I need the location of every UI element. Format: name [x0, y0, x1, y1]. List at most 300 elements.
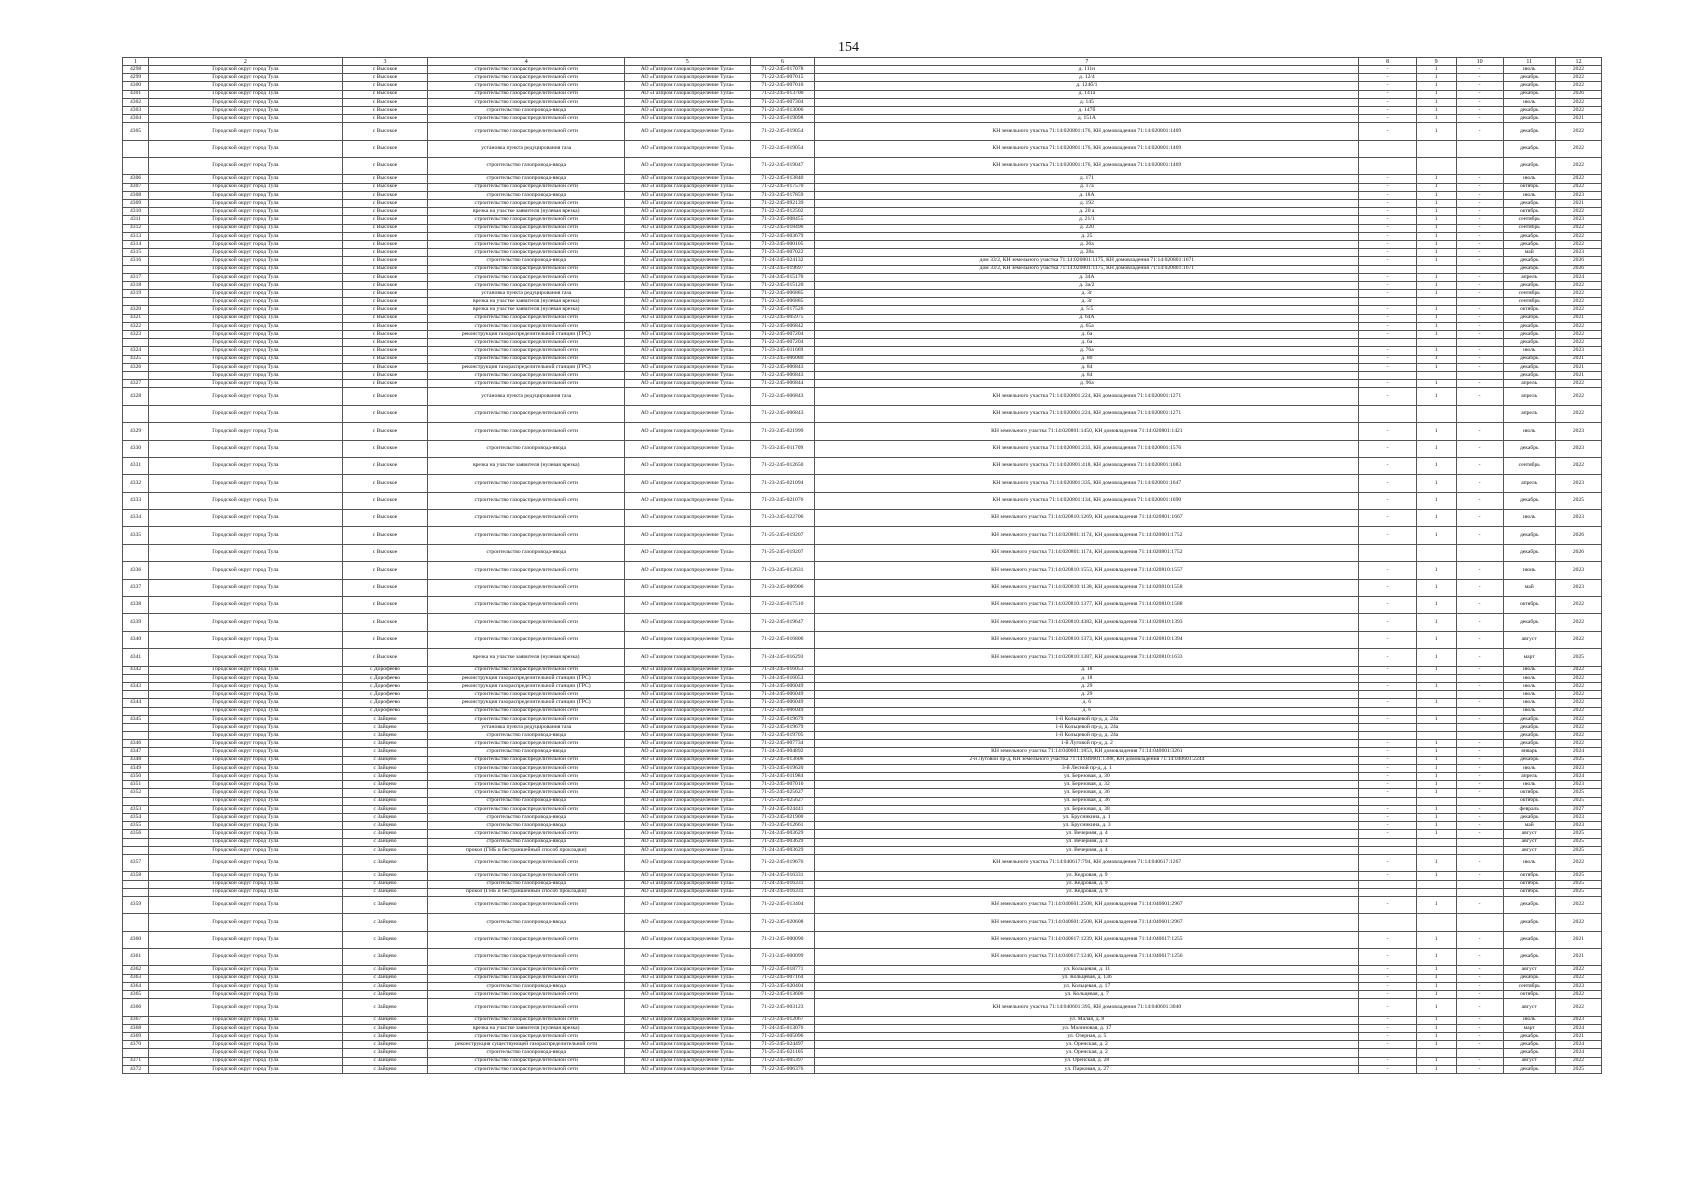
month: октябрь: [1503, 797, 1555, 805]
application-id: 71-22-245-006843: [750, 363, 815, 371]
settlement: с Высокое: [342, 405, 428, 422]
cell-9: 1: [1416, 123, 1456, 140]
address: ул. Кольцевая, д. 13б: [815, 974, 1359, 982]
settlement: с Зайцево: [342, 813, 428, 821]
cell-9: 1: [1416, 756, 1456, 764]
municipality: Городской округ город Тула: [149, 314, 343, 322]
month: октябрь: [1503, 789, 1555, 797]
table-row: [123, 631, 1602, 648]
cell-9: 1: [1416, 872, 1456, 880]
cell-8: [1359, 888, 1417, 896]
cell-10: -: [1456, 966, 1503, 974]
cell-9: 1: [1416, 200, 1456, 208]
row-number: [123, 371, 149, 379]
month: декабрь: [1503, 371, 1555, 379]
month: июль: [1503, 191, 1555, 199]
column-header-8: 8: [1359, 58, 1417, 66]
organization: АО «Газпром газораспределение Тула»: [625, 290, 751, 298]
cell-9: 1: [1416, 789, 1456, 797]
cell-10: -: [1456, 175, 1503, 183]
row-number: 4341: [123, 649, 149, 666]
year: 2022: [1555, 290, 1601, 298]
table-row: [123, 649, 1602, 666]
year: 2026: [1555, 265, 1601, 273]
municipality: Городской округ город Тула: [149, 82, 343, 90]
table-row: [123, 544, 1602, 561]
application-id: 71-22-245-007015: [750, 74, 815, 82]
application-id: 71-22-245-006843: [750, 371, 815, 379]
municipality: Городской округ город Тула: [149, 457, 343, 474]
municipality: Городской округ город Тула: [149, 440, 343, 457]
cell-10: -: [1456, 475, 1503, 492]
address: ул. Оренская, д. 2: [815, 1041, 1359, 1049]
settlement: с Высокое: [342, 510, 428, 527]
work-type: строительство газораспределительной сети: [428, 355, 625, 363]
application-id: 71-24-245-024441: [750, 805, 815, 813]
cell-8: -: [1359, 347, 1417, 355]
address: КН земельного участка 71:14:020810:1387, КН домовладения 71:14:020810:1633: [815, 649, 1359, 666]
address: КН земельного участка 71:14:020810:1373, КН домовладения 71:14:020810:1394: [815, 631, 1359, 648]
settlement: с Зайцево: [342, 896, 428, 913]
month: март: [1503, 649, 1555, 666]
cell-9: [1416, 732, 1456, 740]
work-type: врезка на участке заявителя (нулевая врезка): [428, 208, 625, 216]
row-number: 4318: [123, 281, 149, 289]
municipality: Городской округ город Тула: [149, 380, 343, 388]
work-type: строительство газораспределительной сети: [428, 614, 625, 631]
year: 2025: [1555, 492, 1601, 509]
organization: АО «Газпром газораспределение Тула»: [625, 257, 751, 265]
cell-10: -: [1456, 872, 1503, 880]
municipality: Городской округ город Тула: [149, 723, 343, 731]
row-number: 4327: [123, 380, 149, 388]
cell-10: -: [1456, 249, 1503, 257]
table-row: [123, 764, 1602, 772]
row-number: [123, 691, 149, 699]
cell-8: -: [1359, 527, 1417, 544]
settlement: с Зайцево: [342, 723, 428, 731]
cell-10: -: [1456, 363, 1503, 371]
address: д. 96а: [815, 380, 1359, 388]
organization: АО «Газпром газораспределение Тула»: [625, 200, 751, 208]
cell-8: -: [1359, 789, 1417, 797]
municipality: Городской округ город Тула: [149, 510, 343, 527]
cell-10: [1456, 339, 1503, 347]
municipality: Городской округ город Тула: [149, 90, 343, 98]
cell-10: -: [1456, 631, 1503, 648]
municipality: Городской округ город Тула: [149, 888, 343, 896]
row-number: 4338: [123, 597, 149, 614]
work-type: строительство газораспределительной сети: [428, 740, 625, 748]
cell-9: 1: [1416, 66, 1456, 74]
address: д. 147б: [815, 106, 1359, 114]
month: апрель: [1503, 475, 1555, 492]
cell-8: -: [1359, 991, 1417, 999]
row-number: 4365: [123, 991, 149, 999]
cell-8: -: [1359, 249, 1417, 257]
municipality: Городской округ город Тула: [149, 355, 343, 363]
year: 2023: [1555, 191, 1601, 199]
organization: АО «Газпром газораспределение Тула»: [625, 666, 751, 674]
cell-9: 1: [1416, 388, 1456, 405]
address: КН земельного участка 71:14:020810:4382, КН домовладения 71:14:020810:1393: [815, 614, 1359, 631]
cell-9: 1: [1416, 322, 1456, 330]
cell-10: -: [1456, 699, 1503, 707]
application-id: 71-22-245-019647: [750, 614, 815, 631]
cell-8: [1359, 371, 1417, 379]
work-type: строительство газораспределительной сети: [428, 991, 625, 999]
organization: АО «Газпром газораспределение Тула»: [625, 854, 751, 871]
work-type: строительство газопровода-ввода: [428, 748, 625, 756]
row-number: [123, 838, 149, 846]
cell-8: -: [1359, 982, 1417, 990]
settlement: с Зайцево: [342, 888, 428, 896]
municipality: Городской округ город Тула: [149, 66, 343, 74]
cell-10: -: [1456, 1016, 1503, 1024]
organization: АО «Газпром газораспределение Тула»: [625, 838, 751, 846]
table-row: [123, 846, 1602, 854]
address: 1-й Кольцевой пр-д, д. 24а: [815, 732, 1359, 740]
work-type: врезка на участке заявителя (нулевая врезка): [428, 306, 625, 314]
table-row: [123, 115, 1602, 123]
application-id: 71-22-245-019098: [750, 115, 815, 123]
table-row: [123, 1057, 1602, 1065]
cell-8: -: [1359, 66, 1417, 74]
work-type: строительство газораспределительной сети: [428, 183, 625, 191]
settlement: с Высокое: [342, 281, 428, 289]
organization: АО «Газпром газораспределение Тула»: [625, 544, 751, 561]
address: д. 18А: [815, 191, 1359, 199]
application-id: 71-22-245-019054: [750, 123, 815, 140]
row-number: 4314: [123, 240, 149, 248]
cell-9: 1: [1416, 666, 1456, 674]
application-id: 71-23-245-021076: [750, 492, 815, 509]
address: ул. Кольцевая, д. 11: [815, 966, 1359, 974]
cell-8: [1359, 158, 1417, 175]
cell-9: [1416, 888, 1456, 896]
cell-8: -: [1359, 306, 1417, 314]
row-number: 4317: [123, 273, 149, 281]
year: 2022: [1555, 331, 1601, 339]
table-row: [123, 265, 1602, 273]
municipality: Городской округ город Тула: [149, 98, 343, 106]
work-type: строительство газораспределительной сети: [428, 830, 625, 838]
address: д. 84: [815, 371, 1359, 379]
month: июль: [1503, 66, 1555, 74]
row-number: [123, 140, 149, 157]
address: КН земельного участка 71:14:040601:1853, КН домовладения 71:14:040601:3261: [815, 748, 1359, 756]
organization: АО «Газпром газораспределение Тула»: [625, 265, 751, 273]
table-row: [123, 208, 1602, 216]
address: КН земельного участка 71:14:020810:1553, КН домовладения 71:14:020810:1557: [815, 562, 1359, 579]
cell-10: -: [1456, 1057, 1503, 1065]
cell-9: 1: [1416, 649, 1456, 666]
work-type: строительство газопровода-ввода: [428, 880, 625, 888]
cell-8: -: [1359, 331, 1417, 339]
work-type: строительство газопровода-ввода: [428, 544, 625, 561]
work-type: строительство газораспределительной сети: [428, 999, 625, 1016]
cell-8: -: [1359, 756, 1417, 764]
cell-10: -: [1456, 597, 1503, 614]
address: ул. Оренская, д. 28: [815, 1057, 1359, 1065]
cell-10: [1456, 691, 1503, 699]
year: 2022: [1555, 674, 1601, 682]
cell-8: -: [1359, 208, 1417, 216]
organization: АО «Газпром газораспределение Тула»: [625, 106, 751, 114]
settlement: с Зайцево: [342, 740, 428, 748]
cell-10: -: [1456, 66, 1503, 74]
address: КН земельного участка 71:14:020801:176, КН домовладения 71:14:020801:1469: [815, 123, 1359, 140]
work-type: строительство газораспределительной сети: [428, 707, 625, 715]
row-number: 4345: [123, 715, 149, 723]
organization: АО «Газпром газораспределение Тула»: [625, 888, 751, 896]
address: ул. Кольцевая, д. 17: [815, 982, 1359, 990]
table-row: [123, 740, 1602, 748]
work-type: строительство газораспределительной сети: [428, 773, 625, 781]
year: 2022: [1555, 732, 1601, 740]
settlement: с Зайцево: [342, 732, 428, 740]
cell-9: 1: [1416, 699, 1456, 707]
municipality: Городской округ город Тула: [149, 371, 343, 379]
row-number: 4343: [123, 682, 149, 690]
row-number: 4360: [123, 931, 149, 948]
work-type: строительство газораспределительной сети: [428, 691, 625, 699]
cell-9: 1: [1416, 1057, 1456, 1065]
cell-9: 1: [1416, 740, 1456, 748]
row-number: 4361: [123, 949, 149, 966]
row-number: 4347: [123, 748, 149, 756]
application-id: 71-24-245-004892: [750, 748, 815, 756]
cell-9: 1: [1416, 106, 1456, 114]
address: КН земельного участка 71:14:020801:134, КН домовладения 71:14:020801:1690: [815, 492, 1359, 509]
table-row: [123, 797, 1602, 805]
settlement: с Зайцево: [342, 931, 428, 948]
cell-10: -: [1456, 347, 1503, 355]
application-id: 71-22-245-017078: [750, 66, 815, 74]
address: 3-й Лесной пр-д, д. 1: [815, 764, 1359, 772]
municipality: Городской округ город Тула: [149, 691, 343, 699]
cell-8: -: [1359, 90, 1417, 98]
cell-10: -: [1456, 314, 1503, 322]
cell-8: [1359, 732, 1417, 740]
cell-10: -: [1456, 492, 1503, 509]
settlement: с Высокое: [342, 175, 428, 183]
address: ул. Кедровая, д. 9: [815, 872, 1359, 880]
cell-10: [1456, 797, 1503, 805]
address: ул. Малиновая, д. 17: [815, 1024, 1359, 1032]
cell-10: -: [1456, 579, 1503, 596]
settlement: с Зайцево: [342, 715, 428, 723]
work-type: строительство газопровода-ввода: [428, 797, 625, 805]
organization: АО «Газпром газораспределение Тула»: [625, 872, 751, 880]
row-number: [123, 732, 149, 740]
settlement: с Зайцево: [342, 756, 428, 764]
municipality: Городской округ город Тула: [149, 208, 343, 216]
year: 2022: [1555, 854, 1601, 871]
year: 2023: [1555, 510, 1601, 527]
table-row: [123, 773, 1602, 781]
cell-8: -: [1359, 224, 1417, 232]
municipality: Городской округ город Тула: [149, 106, 343, 114]
month: октябрь: [1503, 183, 1555, 191]
organization: АО «Газпром газораспределение Тула»: [625, 813, 751, 821]
municipality: Городской округ город Тула: [149, 1032, 343, 1040]
cell-8: [1359, 707, 1417, 715]
cell-9: 1: [1416, 290, 1456, 298]
month: октябрь: [1503, 880, 1555, 888]
year: 2024: [1555, 748, 1601, 756]
row-number: 4342: [123, 666, 149, 674]
work-type: установка пункта редуцирования газа: [428, 290, 625, 298]
cell-10: -: [1456, 931, 1503, 948]
application-id: 71-22-245-003679: [750, 232, 815, 240]
cell-9: 1: [1416, 380, 1456, 388]
row-number: 4344: [123, 699, 149, 707]
row-number: 4315: [123, 249, 149, 257]
month: июль: [1503, 707, 1555, 715]
cell-10: -: [1456, 191, 1503, 199]
settlement: с Высокое: [342, 457, 428, 474]
year: 2023: [1555, 423, 1601, 440]
cell-8: -: [1359, 699, 1417, 707]
table-row: [123, 74, 1602, 82]
cell-8: -: [1359, 715, 1417, 723]
cell-8: -: [1359, 200, 1417, 208]
year: 2025: [1555, 838, 1601, 846]
work-type: строительство газораспределительной сети: [428, 273, 625, 281]
table-row: [123, 240, 1602, 248]
year: 2021: [1555, 355, 1601, 363]
settlement: с Зайцево: [342, 822, 428, 830]
application-id: 71-22-245-016806: [750, 631, 815, 648]
table-row: [123, 579, 1602, 596]
organization: АО «Газпром газораспределение Тула»: [625, 649, 751, 666]
month: декабрь: [1503, 440, 1555, 457]
municipality: Городской округ город Тула: [149, 388, 343, 405]
cell-8: -: [1359, 872, 1417, 880]
municipality: Городской округ город Тула: [149, 298, 343, 306]
cell-10: -: [1456, 322, 1503, 330]
cell-10: [1456, 1049, 1503, 1057]
cell-8: -: [1359, 631, 1417, 648]
address: д. 111н: [815, 66, 1359, 74]
work-type: строительство газораспределительной сети: [428, 339, 625, 347]
month: декабрь: [1503, 339, 1555, 347]
application-id: 71-22-245-092139: [750, 200, 815, 208]
organization: АО «Газпром газораспределение Тула»: [625, 748, 751, 756]
cell-9: 1: [1416, 281, 1456, 289]
application-id: 71-24-245-003629: [750, 830, 815, 838]
year: 2022: [1555, 322, 1601, 330]
year: 2022: [1555, 991, 1601, 999]
table-row: [123, 363, 1602, 371]
cell-9: 1: [1416, 216, 1456, 224]
organization: АО «Газпром газораспределение Тула»: [625, 562, 751, 579]
municipality: Городской округ город Тула: [149, 363, 343, 371]
work-type: строительство газораспределительной сети: [428, 240, 625, 248]
address: д. 6: [815, 699, 1359, 707]
year: 2025: [1555, 872, 1601, 880]
municipality: Городской округ город Тула: [149, 666, 343, 674]
settlement: с Высокое: [342, 90, 428, 98]
work-type: строительство газопровода-ввода: [428, 158, 625, 175]
cell-10: -: [1456, 756, 1503, 764]
cell-8: -: [1359, 115, 1417, 123]
month: декабрь: [1503, 974, 1555, 982]
cell-9: 1: [1416, 306, 1456, 314]
municipality: Городской округ город Тула: [149, 789, 343, 797]
cell-8: [1359, 405, 1417, 422]
year: 2026: [1555, 527, 1601, 544]
cell-10: -: [1456, 200, 1503, 208]
address: ул. Брусникина, д. 1: [815, 813, 1359, 821]
organization: АО «Газпром газораспределение Тула»: [625, 756, 751, 764]
cell-8: -: [1359, 183, 1417, 191]
row-number: 4321: [123, 314, 149, 322]
address: КН земельного участка 71:14:020801:418, КН домовладения 71:14:020801:1083: [815, 457, 1359, 474]
municipality: Городской округ город Тула: [149, 249, 343, 257]
month: октябрь: [1503, 991, 1555, 999]
municipality: Городской округ город Тула: [149, 216, 343, 224]
application-id: 71-24-245-016053: [750, 666, 815, 674]
work-type: строительство газораспределительной сети: [428, 1032, 625, 1040]
organization: АО «Газпром газораспределение Тула»: [625, 347, 751, 355]
cell-10: -: [1456, 183, 1503, 191]
cell-8: -: [1359, 562, 1417, 579]
cell-10: -: [1456, 666, 1503, 674]
year: 2022: [1555, 232, 1601, 240]
municipality: Городской округ город Тула: [149, 123, 343, 140]
organization: АО «Газпром газораспределение Тула»: [625, 715, 751, 723]
cell-9: [1416, 544, 1456, 561]
table-row: [123, 306, 1602, 314]
organization: АО «Газпром газораспределение Тула»: [625, 339, 751, 347]
table-row: [123, 707, 1602, 715]
cell-10: -: [1456, 854, 1503, 871]
cell-8: -: [1359, 388, 1417, 405]
month: декабрь: [1503, 756, 1555, 764]
year: 2023: [1555, 813, 1601, 821]
cell-9: 1: [1416, 813, 1456, 821]
cell-9: 1: [1416, 631, 1456, 648]
settlement: с Высокое: [342, 224, 428, 232]
year: 2022: [1555, 966, 1601, 974]
work-type: врезка на участке заявителя (нулевая врезка): [428, 457, 625, 474]
row-number: 4359: [123, 896, 149, 913]
cell-8: -: [1359, 74, 1417, 82]
address: КН земельного участка 71:14:020810:1269, КН домовладения 71:14:020801:1667: [815, 510, 1359, 527]
cell-8: -: [1359, 1041, 1417, 1049]
cell-10: -: [1456, 123, 1503, 140]
cell-9: [1416, 298, 1456, 306]
address: КН земельного участка 71:14:020801:1174, КН домовладения 71:14:020801:1752: [815, 527, 1359, 544]
cell-9: 1: [1416, 854, 1456, 871]
organization: АО «Газпром газораспределение Тула»: [625, 510, 751, 527]
year: 2022: [1555, 106, 1601, 114]
settlement: с Зайцево: [342, 1065, 428, 1073]
year: 2022: [1555, 123, 1601, 140]
application-id: 71-22-245-020608: [750, 914, 815, 931]
address: ул. Вечерняя, д. 4: [815, 830, 1359, 838]
cell-9: 1: [1416, 74, 1456, 82]
organization: АО «Газпром газораспределение Тула»: [625, 191, 751, 199]
organization: АО «Газпром газораспределение Тула»: [625, 740, 751, 748]
municipality: Городской округ город Тула: [149, 1065, 343, 1073]
cell-10: [1456, 674, 1503, 682]
cell-8: -: [1359, 273, 1417, 281]
cell-10: [1456, 371, 1503, 379]
address: д. 21/1: [815, 216, 1359, 224]
